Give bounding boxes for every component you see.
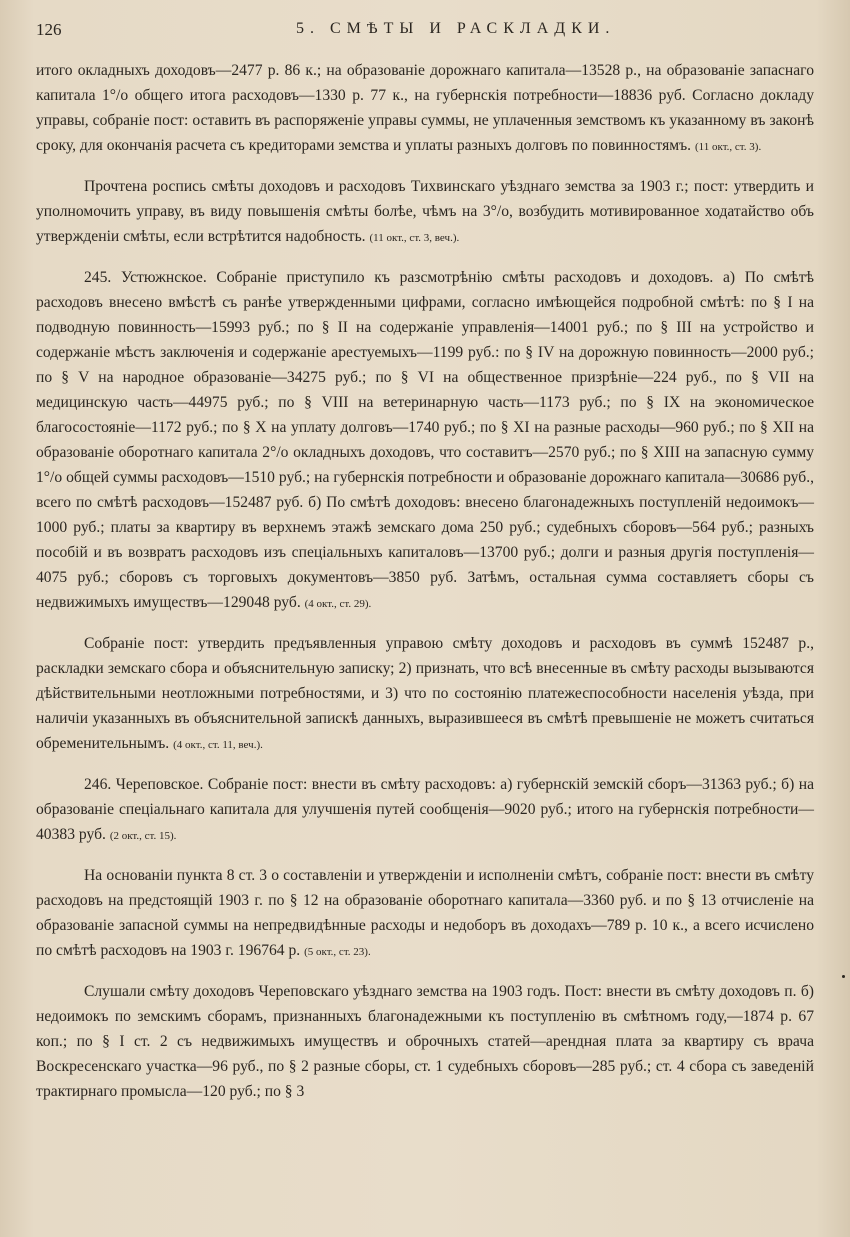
page-header: [36, 20, 814, 46]
paragraph: итого окладныхъ доходовъ—2477 р. 86 к.; на образованіе дорожнаго капитала—13528 р., на образованіе запаснаго капитала 1°/о общего итога расходовъ—1330 р. 77 к., на губернскія потребности—18836 руб. Согласно докладу управы, собраніе пост: оставить въ распоряженіе управы суммы, не уплаченныя земствомъ къ указанному въ законѣ сроку, для окончанія расчета съ кредиторами земства и уплаты разныхъ долговъ по повинностямъ. (11 окт., ст. 3).: [36, 62, 814, 154]
paragraph: Слушали смѣту доходовъ Череповскаго уѣзднаго земства на 1903 годъ. Пост: внести въ смѣту доходовъ п. б) недоимокъ по земскимъ сборамъ, признанныхъ благонадежными къ поступленію въ смѣтномъ году,—1874 р. 67 коп.; по § I ст. 2 съ недвижимыхъ имуществъ и оброчныхъ статей—арендная плата за квартиру съ врача Воскресенскаго участка—96 руб., по § 2 разные сборы, ст. 1 судебныхъ сборовъ—285 руб.; ст. 4 сбора съ заведеній трактирнаго промысла—120 руб.; по § 3: [36, 983, 814, 1100]
paragraph: Прочтена роспись смѣты доходовъ и расходовъ Тихвинскаго уѣзднаго земства за 1903 г.; пост: утвердить и уполномочить управу, въ виду повышенія смѣты болѣе, чѣмъ на 3°/о, возбудить мотивированное ходатайство объ утвержденіи смѣты, если встрѣтится надобность. (11 окт., ст. 3, веч.).: [36, 178, 814, 245]
page-number: 126: [36, 20, 62, 39]
paragraph: 246. Череповское. Собраніе пост: внести въ смѣту расходовъ: а) губернскій земскій сборъ—31363 руб.; б) на образованіе спеціальнаго капитала для улучшенія путей сообщенія—9020 руб.; итого на губернскія потребности—40383 руб. (2 окт., ст. 15).: [36, 776, 814, 843]
page-body: [36, 58, 814, 1118]
running-title: 5. СМѢТЫ И РАСКЛАДКИ.: [296, 20, 616, 37]
paragraph: На основаніи пункта 8 ст. 3 о составленіи и утвержденіи и исполненіи смѣтъ, собраніе пост: внести въ смѣту расходовъ на предстоящій 1903 г. по § 12 на образованіе оборотнаго капитала—3360 руб. и по § 13 отчисленіе на образованіе запасной суммы на непредвидѣнные расходы и недоборъ въ доходахъ—789 р. 10 к., а всего исчислено по смѣтѣ расходовъ на 1903 г. 196764 р. (5 окт., ст. 23).: [36, 867, 814, 959]
paragraph: Собраніе пост: утвердить предъявленныя управою смѣту доходовъ и расходовъ въ суммѣ 152487 р., раскладки земскаго сбора и объяснительную записку; 2) признать, что всѣ внесенные въ смѣту расходы вызываются дѣйствительными неотложными потребностями, и 3) что по состоянію платежеспособности населенія уѣзда, при наличіи указанныхъ въ объяснительной запискѣ данныхъ, выразившееся въ смѣтѣ превышеніе не можетъ считаться обременительнымъ. (4 окт., ст. 11, веч.).: [36, 635, 814, 752]
stray-mark: [842, 975, 845, 978]
paragraph: 245. Устюжнское. Собраніе приступило къ разсмотрѣнію смѣты расходовъ и доходовъ. а) По смѣтѣ расходовъ внесено вмѣстѣ съ ранѣе утвержденными цифрами, согласно имѣющейся подробной смѣтѣ: по § I на подводную повинность—15993 руб.; по § II на содержаніе управленія—14001 руб.; по § III на устройство и содержаніе мѣстъ заключенія и содержаніе арестуемыхъ—1199 руб.: по § IV на дорожную повинность—2000 руб.; по § V на народное образованіе—34275 руб.; по § VI на общественное призрѣніе—224 руб., по § VII на медицинскую часть—44975 руб.; по § VIII на ветеринарную часть—1173 руб.; по § IX на экономическое благосостояніе—1172 руб.; по § X на уплату долговъ—1740 руб.; по § XI на разные расходы—960 руб.; по § XII на образованіе оборотнаго капитала 2°/о окладныхъ доходовъ, что составитъ—2570 руб.; по § XIII на запасную сумму 1°/о общей суммы расходовъ—1510 руб.; на губернскія потребности и образованіе дорожнаго капитала—30686 руб., всего по смѣтѣ расходовъ—152487 руб. б) По смѣтѣ доходовъ: внесено благонадежныхъ поступленій недоимокъ—1000 руб.; платы за квартиру въ верхнемъ этажѣ земскаго дома 250 руб.; судебныхъ сборовъ—564 руб.; разныхъ пособій и въ возвратъ расходовъ изъ спеціальныхъ капиталовъ—13700 руб.; долги и разныя другія поступленія—4075 руб.; сборовъ съ торговыхъ документовъ—3850 руб. Затѣмъ, остальная сумма составляетъ сборы съ недвижимыхъ имуществъ—129048 руб. (4 окт., ст. 29).: [36, 269, 814, 611]
